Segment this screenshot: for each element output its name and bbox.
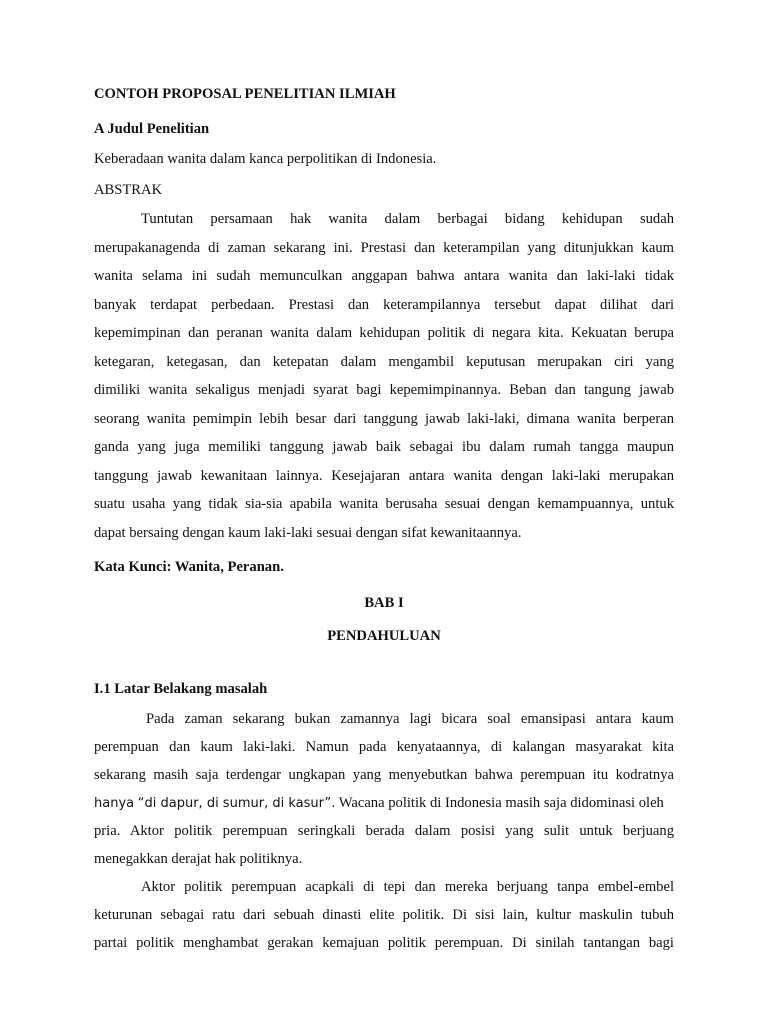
abstract-line: tanggung jawab kewanitaan lainnya. Kesejajaran antara wanita dengan laki-laki merupakan (94, 468, 674, 484)
abstract-line: kepemimpinan dan peranan wanita dalam kehidupan politik di negara kita. Kekuatan berupa (94, 325, 674, 341)
abstract-line: Tuntutan persamaan hak wanita dalam berbagai bidang kehidupan sudah (141, 211, 674, 227)
subsection-heading: I.1 Latar Belakang masalah (94, 681, 268, 697)
abstract-line: ketegaran, ketegasan, dan ketepatan dalam mengambil keputusan merupakan ciri yang (94, 354, 674, 370)
paragraph-line (94, 795, 664, 812)
abstract-line: seorang wanita pemimpin lebih besar dari tanggung jawab laki-laki, dimana wanita berperan (94, 411, 674, 427)
abstract-line: dimiliki wanita sekaligus menjadi syarat bagi kepemimpinannya. Beban dan tangung jawab (94, 382, 674, 398)
paragraph-line: sekarang masih saja terdengar ungkapan yang menyebutkan bahwa perempuan itu kodratnya (94, 767, 674, 783)
abstract-line: banyak terdapat perbedaan. Prestasi dan keterampilannya tersebut dapat dilihat dari (94, 297, 674, 313)
paragraph-line: Pada zaman sekarang bukan zamannya lagi bicara soal emansipasi antara kaum (146, 711, 674, 727)
quote-prefix: hanya (94, 796, 135, 811)
paragraph-line: partai politik menghambat gerakan kemajuan politik perempuan. Di sinilah tantangan bagi (94, 935, 674, 951)
section-a-heading: A Judul Penelitian (94, 121, 210, 137)
abstract-heading: ABSTRAK (94, 182, 163, 198)
paragraph-line: keturunan sebagai ratu dari sebuah dinasti elite politik. Di sisi lain, kultur maskulin tubuh (94, 907, 674, 923)
abstract-line: ganda yang juga memiliki tanggung jawab baik sebagai ibu dalam rumah tangga maupun (94, 439, 674, 455)
chapter-label: BAB I (364, 595, 404, 611)
quote-text: “di dapur, di sumur, di kasur”. (137, 796, 336, 811)
paragraph-line: menegakkan derajat hak politiknya. (94, 851, 303, 867)
document-title: CONTOH PROPOSAL PENELITIAN ILMIAH (94, 86, 396, 102)
paragraph-line: Aktor politik perempuan acapkali di tepi dan mereka berjuang tanpa embel-embel (141, 879, 674, 895)
abstract-line: suatu usaha yang tidak sia-sia apabila wanita berusaha sesuai dengan kemampuannya, untuk (94, 496, 674, 512)
paragraph-line: pria. Aktor politik perempuan seringkali berada dalam posisi yang sulit untuk berjuang (94, 823, 674, 839)
quote-suffix: Wacana politik di Indonesia masih saja didominasi oleh (335, 795, 664, 811)
paragraph-line: perempuan dan kaum laki-laki. Namun pada kenyataannya, di kalangan masyarakat kita (94, 739, 674, 755)
research-title: Keberadaan wanita dalam kanca perpolitikan di Indonesia. (94, 151, 437, 167)
abstract-line: dapat bersaing dengan kaum laki-laki sesuai dengan sifat kewanitaannya. (94, 525, 522, 541)
keywords: Kata Kunci: Wanita, Peranan. (94, 559, 284, 575)
abstract-line: wanita selama ini sudah memunculkan anggapan bahwa antara wanita dan laki-laki tidak (94, 268, 674, 284)
abstract-line: merupakanagenda di zaman sekarang ini. Prestasi dan keterampilan yang ditunjukkan kaum (94, 240, 674, 256)
chapter-title: PENDAHULUAN (327, 628, 441, 644)
